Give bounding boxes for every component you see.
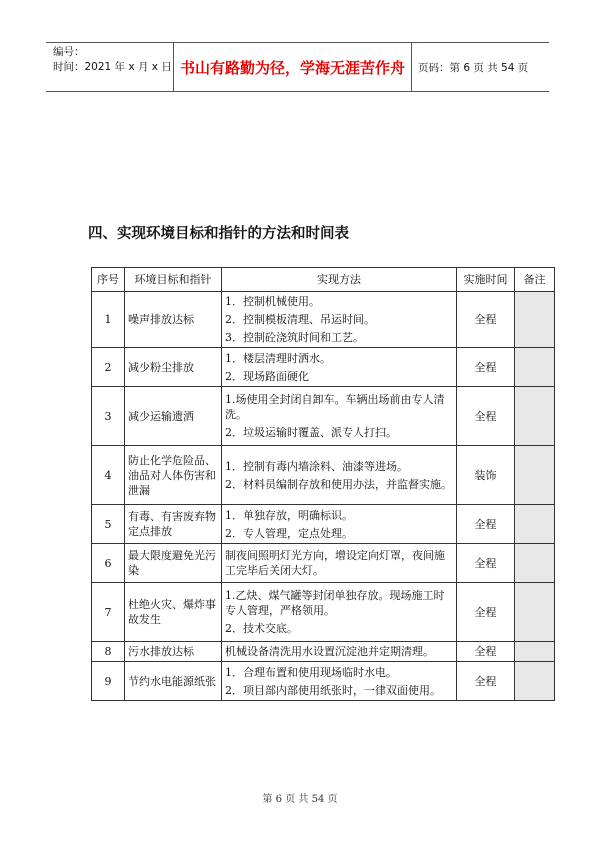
row-time: 全程 <box>457 662 515 701</box>
row-goal: 杜绝火灾、爆炸事故发生 <box>125 583 222 642</box>
row-goal: 节约水电能源纸张 <box>125 662 222 701</box>
row-methods <box>222 544 457 583</box>
table-row <box>92 583 555 642</box>
table-row <box>92 642 555 662</box>
section-title: 四、实现环境目标和指针的方法和时间表 <box>88 226 349 242</box>
row-time: 全程 <box>457 583 515 642</box>
row-time: 全程 <box>457 387 515 446</box>
method-line: 1．合理布置和使用现场临时水电。 <box>225 665 397 679</box>
row-number: 4 <box>92 446 125 505</box>
row-methods <box>222 387 457 446</box>
header-cell-method: 实现方法 <box>222 268 457 292</box>
row-number: 7 <box>92 583 125 642</box>
row-remark <box>515 446 555 505</box>
method-line: 2．垃圾运输时覆盖、派专人打扫。 <box>225 426 397 439</box>
method-line: 2．专人管理，定点处理。 <box>225 526 353 540</box>
row-remark <box>515 642 555 662</box>
row-number: 9 <box>92 662 125 701</box>
method-line: 机械设备清洗用水设置沉淀池并定期清理。 <box>225 645 434 658</box>
row-remark <box>515 387 555 446</box>
method-line: 1．控制有毒内墙涂料、油漆等进场。 <box>225 459 408 473</box>
row-time: 装饰 <box>457 446 515 505</box>
method-line: 2．材料员编制存放和使用办法，并监督实施。 <box>225 477 452 491</box>
method-line: 1．控制机械使用。 <box>225 295 320 308</box>
table-row <box>92 387 555 446</box>
page-footer: 第 6 页 共 54 页 <box>262 794 338 805</box>
row-remark <box>515 505 555 544</box>
row-methods <box>222 583 457 642</box>
row-time: 全程 <box>457 505 515 544</box>
method-line: 2．技术交底。 <box>225 622 298 635</box>
row-time: 全程 <box>457 292 515 348</box>
table-row <box>92 505 555 544</box>
row-remark <box>515 662 555 701</box>
row-remark <box>515 544 555 583</box>
row-time: 全程 <box>457 348 515 387</box>
row-number: 5 <box>92 505 125 544</box>
method-line: 2．控制模板清理、吊运时间。 <box>225 313 375 326</box>
method-line: 制夜间照明灯光方向，增设定向灯罩，夜间施工完毕后关闭大灯。 <box>225 549 445 577</box>
row-methods <box>222 348 457 387</box>
table-row <box>92 292 555 348</box>
row-goal: 有毒、有害废弃物定点排放 <box>125 505 222 544</box>
environment-plan-table <box>91 267 555 701</box>
row-goal: 减少粉尘排放 <box>125 348 222 387</box>
row-remark <box>515 348 555 387</box>
table-row <box>92 544 555 583</box>
row-methods <box>222 446 457 505</box>
row-number: 6 <box>92 544 125 583</box>
row-methods <box>222 662 457 701</box>
table-header-row <box>92 268 555 292</box>
header-cell-time: 实施时间 <box>457 268 515 292</box>
method-line: 1．单独存放，明确标识。 <box>225 508 353 522</box>
row-methods <box>222 505 457 544</box>
page-header <box>46 42 549 92</box>
header-cell-no: 序号 <box>92 268 125 292</box>
method-line: 1．楼层清理时洒水。 <box>225 351 331 365</box>
row-methods <box>222 292 457 348</box>
table-row <box>92 446 555 505</box>
header-cell-goal: 环境目标和指针 <box>125 268 222 292</box>
row-remark <box>515 292 555 348</box>
header-cell-remark: 备注 <box>515 268 555 292</box>
method-line: 2．现场路面硬化 <box>225 369 309 383</box>
row-number: 8 <box>92 642 125 662</box>
row-goal: 减少运输遗洒 <box>125 387 222 446</box>
header-page-label: 页码：第 6 页 共 54 页 <box>418 61 529 74</box>
method-line: 1.乙炔、煤气罐等封闭单独存放。现场施工时专人管理，严格领用。 <box>225 589 445 617</box>
row-methods <box>222 642 457 662</box>
row-number: 1 <box>92 292 125 348</box>
table-row <box>92 348 555 387</box>
method-line: 1.场使用全封闭自卸车。车辆出场前由专人清洗。 <box>225 393 445 421</box>
row-goal: 污水排放达标 <box>125 642 222 662</box>
header-left-cell <box>46 43 174 91</box>
row-goal: 防止化学危险品、油品对人体伤害和泄漏 <box>125 446 222 505</box>
row-time: 全程 <box>457 642 515 662</box>
row-remark <box>515 583 555 642</box>
method-line: 3．控制砼浇筑时间和工艺。 <box>225 331 364 344</box>
table-body <box>92 292 555 701</box>
row-goal: 最大限度避免光污染 <box>125 544 222 583</box>
row-number: 2 <box>92 348 125 387</box>
row-time: 全程 <box>457 544 515 583</box>
row-number: 3 <box>92 387 125 446</box>
method-line: 2．项目部内部使用纸张时，一律双面使用。 <box>225 683 441 697</box>
row-goal: 噪声排放达标 <box>125 292 222 348</box>
document-number-label: 编号： <box>53 46 85 58</box>
table-row <box>92 662 555 701</box>
header-motto: 书山有路勤为径，学海无涯苦作舟 <box>174 43 412 91</box>
document-time-label: 时间：2021 年 x 月 x 日 <box>53 61 172 73</box>
